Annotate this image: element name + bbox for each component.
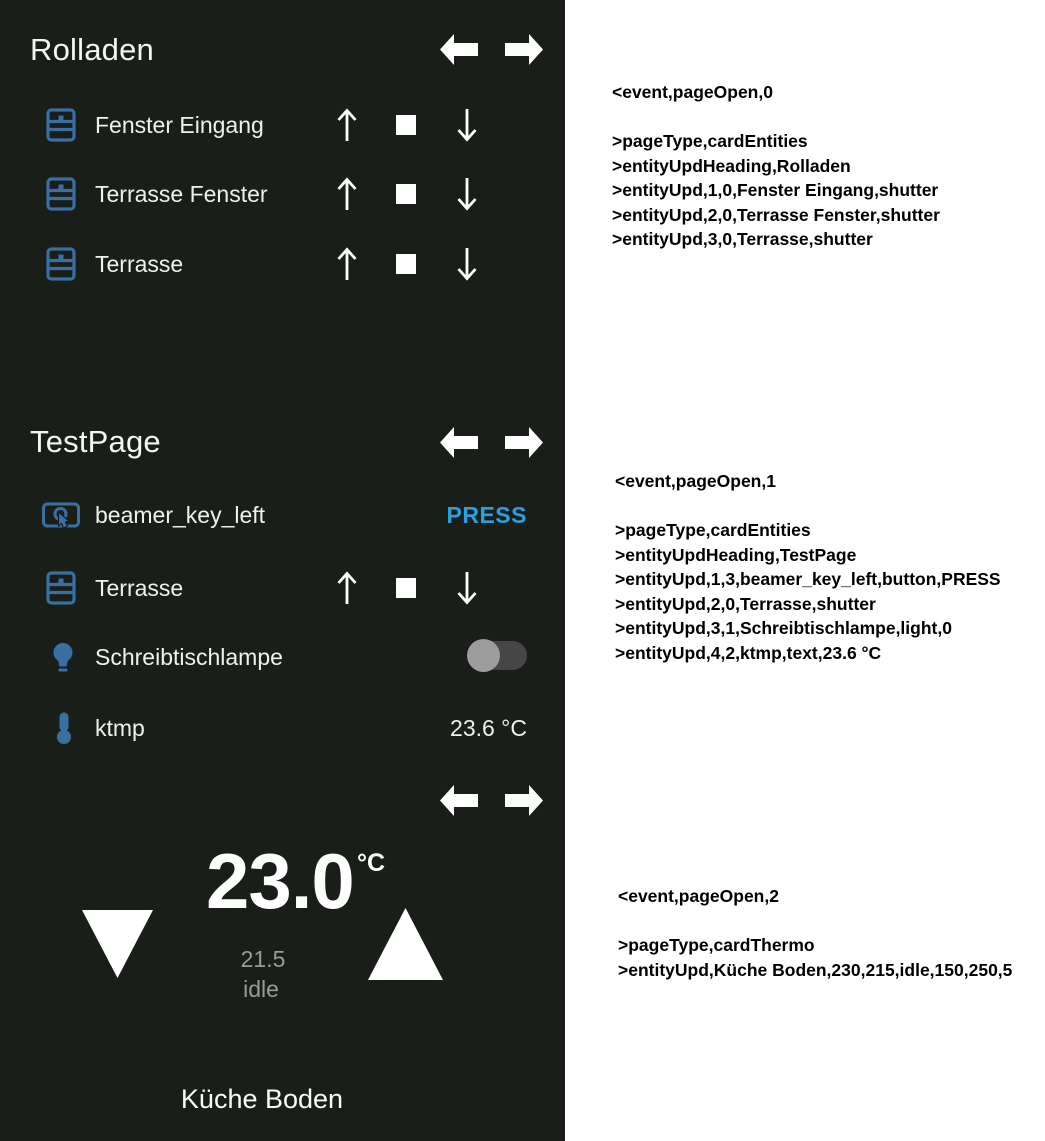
triangle-down-icon	[82, 910, 153, 978]
entity-label: Terrasse	[95, 575, 184, 601]
protocol-line: >entityUpd,4,2,ktmp,text,23.6 °C	[615, 642, 882, 663]
entity-label: ktmp	[95, 715, 145, 741]
protocol-line	[615, 494, 1001, 519]
arrow-right-icon	[505, 785, 543, 816]
protocol-line	[612, 105, 940, 130]
shutter-down-button[interactable]	[447, 566, 487, 610]
entity-row	[0, 635, 565, 679]
arrow-up-icon	[336, 107, 358, 143]
shutter-up-button[interactable]	[327, 566, 367, 610]
entity-label: Fenster Eingang	[95, 112, 264, 138]
protocol-block-page2	[618, 884, 1012, 982]
arrow-down-icon	[456, 107, 478, 143]
nav-prev-button[interactable]	[440, 785, 478, 816]
protocol-line: >entityUpdHeading,Rolladen	[612, 155, 851, 176]
light-toggle-switch[interactable]	[470, 641, 527, 670]
shutter-down-button[interactable]	[447, 172, 487, 216]
arrow-right-icon	[505, 427, 543, 458]
shutter-stop-button[interactable]	[386, 242, 426, 286]
triangle-up-icon	[368, 908, 443, 980]
shutter-down-button[interactable]	[447, 103, 487, 147]
arrow-up-icon	[336, 176, 358, 212]
protocol-line: >pageType,cardEntities	[612, 131, 808, 151]
nav-prev-button[interactable]	[440, 34, 478, 65]
shutter-stop-button[interactable]	[386, 566, 426, 610]
stop-square-icon	[396, 578, 416, 598]
lightbulb-icon	[48, 642, 78, 673]
protocol-line: >entityUpd,2,0,Terrasse,shutter	[615, 593, 876, 614]
nav-next-button[interactable]	[505, 785, 543, 816]
toggle-knob	[467, 639, 500, 672]
entity-row	[0, 103, 565, 147]
protocol-line: >entityUpd,Küche Boden,230,215,idle,150,250,5	[618, 959, 1013, 980]
shutter-icon	[46, 177, 76, 211]
protocol-line: >entityUpd,1,0,Fenster Eingang,shutter	[612, 180, 939, 200]
protocol-line	[618, 909, 1012, 934]
gesture-tap-button-icon	[42, 499, 80, 531]
stop-square-icon	[396, 184, 416, 204]
entity-label: Terrasse Fenster	[95, 181, 268, 207]
entity-label: Terrasse	[95, 251, 184, 277]
shutter-up-button[interactable]	[327, 242, 367, 286]
shutter-icon	[46, 247, 76, 281]
protocol-block-page0	[612, 80, 940, 252]
shutter-icon	[46, 108, 76, 142]
shutter-icon	[46, 571, 76, 605]
stop-square-icon	[396, 115, 416, 135]
protocol-line: >entityUpd,2,0,Terrasse Fenster,shutter	[612, 204, 940, 225]
protocol-block-page1	[615, 469, 1001, 665]
protocol-line: <event,pageOpen,1	[615, 471, 776, 491]
protocol-line: >entityUpd,1,3,beamer_key_left,button,PRESS	[615, 569, 1001, 589]
shutter-stop-button[interactable]	[386, 103, 426, 147]
shutter-down-button[interactable]	[447, 242, 487, 286]
arrow-down-icon	[456, 176, 478, 212]
arrow-left-icon	[440, 785, 478, 816]
protocol-line: >entityUpd,3,0,Terrasse,shutter	[612, 229, 873, 249]
entity-row	[0, 242, 565, 286]
protocol-line: >pageType,cardEntities	[615, 520, 811, 540]
entity-row	[0, 706, 565, 750]
protocol-line: >entityUpdHeading,TestPage	[615, 544, 857, 565]
arrow-down-icon	[456, 246, 478, 282]
thermometer-icon	[51, 711, 77, 745]
entity-row	[0, 493, 565, 537]
entity-row	[0, 566, 565, 610]
arrow-left-icon	[440, 427, 478, 458]
arrow-down-icon	[456, 570, 478, 606]
arrow-up-icon	[336, 246, 358, 282]
entity-label: beamer_key_left	[95, 502, 266, 528]
arrow-left-icon	[440, 34, 478, 65]
arrow-right-icon	[505, 34, 543, 65]
page-title: TestPage	[30, 424, 161, 459]
temp-up-button[interactable]	[368, 908, 443, 980]
shutter-up-button[interactable]	[327, 172, 367, 216]
temp-down-button[interactable]	[82, 910, 153, 978]
protocol-line: >entityUpd,3,1,Schreibtischlampe,light,0	[615, 618, 952, 638]
entity-label: Schreibtischlampe	[95, 644, 283, 670]
thermostat-entity-label: Küche Boden	[180, 1084, 344, 1114]
nav-next-button[interactable]	[505, 34, 543, 65]
page-title: Rolladen	[30, 32, 154, 67]
press-button[interactable]: PRESS	[447, 493, 527, 537]
entity-row	[0, 172, 565, 216]
arrow-up-icon	[336, 570, 358, 606]
temperature-unit: °C	[357, 849, 386, 877]
stop-square-icon	[396, 254, 416, 274]
nav-prev-button[interactable]	[440, 427, 478, 458]
protocol-line: >pageType,cardThermo	[618, 935, 815, 955]
protocol-line: <event,pageOpen,2	[618, 886, 779, 906]
current-temperature: 23.0	[206, 837, 354, 925]
protocol-line: <event,pageOpen,0	[612, 82, 773, 102]
shutter-stop-button[interactable]	[386, 172, 426, 216]
target-temperature: 21.5	[240, 946, 286, 972]
shutter-up-button[interactable]	[327, 103, 367, 147]
sensor-value: 23.6 °C	[450, 715, 527, 741]
nav-next-button[interactable]	[505, 427, 543, 458]
hvac-state: idle	[243, 976, 279, 1002]
